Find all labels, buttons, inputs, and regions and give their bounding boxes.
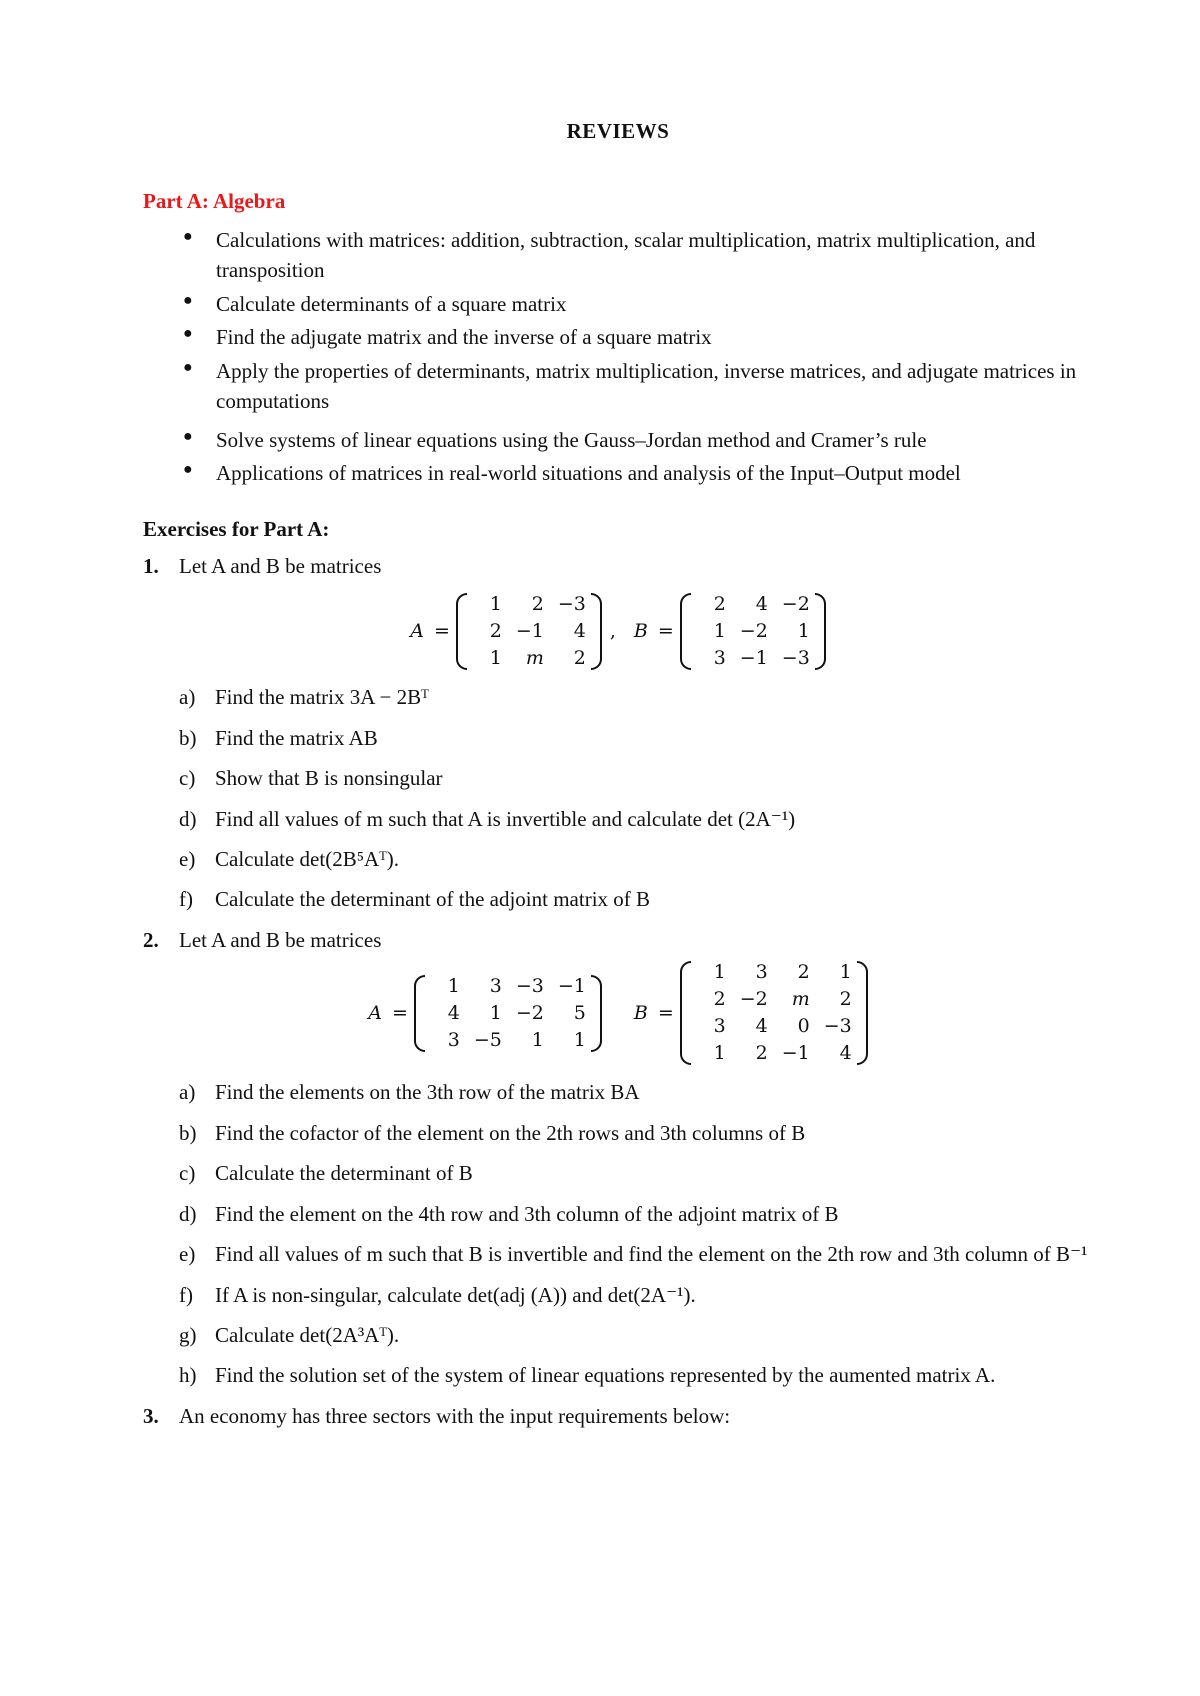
topic-item: ● Find the adjugate matrix and the inverse of a square matrix: [143, 322, 1093, 352]
sub-text: Find the matrix AB: [215, 725, 378, 750]
matrix-cell: −3: [781, 647, 810, 670]
matrix-cell: −3: [557, 593, 586, 616]
matrix-cell: 2: [713, 593, 726, 616]
matrix-cell: −5: [473, 1028, 502, 1051]
sub-label: h): [179, 1363, 197, 1388]
sub-text: Find the solution set of the system of linear equations represented by the aumented matrix A.: [215, 1363, 996, 1388]
sub-question: [179, 1239, 1093, 1269]
matrix-cell: 5: [573, 1001, 586, 1024]
matrix-cell: 3: [755, 961, 768, 984]
matrix-cell: 2: [797, 961, 810, 984]
matrix-cell: −1: [781, 1042, 810, 1065]
matrix-cell: 4: [573, 620, 586, 643]
part-a-heading: Part A: Algebra: [143, 189, 286, 214]
equals-sign: =: [433, 619, 450, 642]
sub-question: [179, 682, 1093, 712]
matrix-cell: 4: [839, 1042, 852, 1065]
exercise-intro: Let A and B be matrices: [179, 927, 382, 952]
sub-label: c): [179, 1161, 196, 1186]
matrix-b-group: [634, 591, 826, 672]
exercise-number: 1.: [143, 553, 159, 578]
exercise-2-items: [179, 1077, 1093, 1391]
matrix-cell: 2: [573, 647, 586, 670]
matrix-cell: −3: [515, 974, 544, 997]
matrix-a: [414, 973, 602, 1054]
sub-label: a): [179, 685, 196, 710]
sub-question: [179, 844, 1093, 874]
sub-question: [179, 1077, 1093, 1107]
topic-item: ● Solve systems of linear equations using the Gauss–Jordan method and Cramer’s rule: [143, 425, 1093, 455]
sub-question: [179, 884, 1093, 914]
exercise-3: [143, 1401, 1093, 1431]
page-title: REVIEWS: [566, 119, 670, 143]
sub-question: [179, 723, 1093, 753]
matrix-cell: 1: [447, 974, 460, 997]
exercise-1: [143, 551, 1093, 915]
matrix-name: A: [368, 1001, 382, 1024]
matrix-cell: −2: [515, 1001, 544, 1024]
sub-label: f): [179, 887, 193, 912]
matrix-cell: 1: [713, 1042, 726, 1065]
matrix-cell: −1: [557, 974, 586, 997]
matrix-cell: −3: [823, 1015, 852, 1038]
sub-question: [179, 1320, 1093, 1350]
matrix-cell: m: [525, 647, 544, 670]
matrix-cell: 2: [489, 620, 502, 643]
sub-label: a): [179, 1080, 196, 1105]
sub-question: [179, 1360, 1093, 1390]
sub-text: Find the element on the 4th row and 3th column of the adjoint matrix of B: [215, 1201, 839, 1226]
sub-text: Calculate det(2B⁵Aᵀ).: [215, 847, 400, 871]
matrix-a-group: [368, 973, 602, 1054]
sub-text: If A is non-singular, calculate det(adj (A)) and det(2A⁻¹).: [215, 1282, 696, 1307]
matrix-cell: 3: [489, 974, 502, 997]
matrix-cell: −2: [739, 988, 768, 1011]
matrix-pair: [143, 959, 1093, 1067]
sub-text: Calculate the determinant of the adjoint matrix of B: [215, 887, 651, 912]
sub-label: b): [179, 1120, 197, 1145]
topic-list: [143, 225, 1093, 489]
equals-sign: =: [391, 1001, 408, 1024]
matrix-b-group: [634, 959, 868, 1067]
sub-question: [179, 1118, 1093, 1148]
matrix-cell: 0: [797, 1015, 810, 1038]
matrix-cell: 2: [713, 988, 726, 1011]
matrix-cell: 1: [713, 620, 726, 643]
sub-text: Find the cofactor of the element on the 2th rows and 3th columns of B: [215, 1120, 806, 1145]
sub-label: g): [179, 1322, 197, 1347]
matrix-cell: 3: [713, 1015, 726, 1038]
exercise-intro: Let A and B be matrices: [179, 553, 382, 578]
matrix-cell: 1: [531, 1028, 544, 1051]
sub-question: [179, 804, 1093, 834]
sub-text: Find the matrix 3A − 2Bᵀ: [215, 685, 429, 710]
exercises-heading: Exercises for Part A:: [143, 517, 330, 542]
matrix-cell: 2: [839, 988, 852, 1011]
matrix-cell: 1: [573, 1028, 586, 1051]
document-content: [143, 116, 1093, 1431]
comma-separator: ,: [609, 619, 616, 642]
matrix-cell: 1: [489, 593, 502, 616]
sub-question: [179, 1158, 1093, 1188]
sub-text: Calculate det(2A³Aᵀ).: [215, 1322, 400, 1347]
matrix-cell: 1: [489, 647, 502, 670]
topic-item: ● Applications of matrices in real-world situations and analysis of the Input–Output model: [143, 458, 1093, 488]
sub-question: [179, 1199, 1093, 1229]
exercise-number: 3.: [143, 1403, 159, 1428]
topic-item: ● Calculations with matrices: addition, subtraction, scalar multiplication, matrix multiplication, and transposition: [143, 225, 1093, 286]
matrix-cell: −1: [515, 620, 544, 643]
matrix-a: [456, 591, 602, 672]
sub-label: c): [179, 766, 196, 791]
topic-item: ● Calculate determinants of a square matrix: [143, 289, 1093, 319]
sub-text: Calculate the determinant of B: [215, 1161, 473, 1186]
sub-label: d): [179, 806, 197, 831]
matrix-cell: 4: [755, 593, 768, 616]
sub-text: Find the elements on the 3th row of the matrix BA: [215, 1080, 640, 1105]
matrix-b: [680, 959, 868, 1067]
sub-text: Show that B is nonsingular: [215, 766, 443, 791]
sub-label: e): [179, 847, 196, 871]
topic-item: ● Apply the properties of determinants, matrix multiplication, inverse matrices, and adjugate matrices in computations: [143, 356, 1093, 417]
matrix-b: [680, 591, 826, 672]
sub-text: Find all values of m such that A is invertible and calculate det (2A⁻¹): [215, 806, 796, 831]
matrix-cell: 2: [531, 593, 544, 616]
matrix-cell: −2: [739, 620, 768, 643]
matrix-cell: m: [791, 988, 810, 1011]
sub-label: b): [179, 725, 197, 750]
matrix-cell: 2: [755, 1042, 768, 1065]
matrix-name: B: [633, 619, 648, 642]
matrix-cell: 4: [447, 1001, 460, 1024]
matrix-cell: 1: [839, 961, 852, 984]
matrix-cell: 1: [489, 1001, 502, 1024]
sub-label: d): [179, 1201, 197, 1226]
matrix-cell: 4: [755, 1015, 768, 1038]
matrix-a-group: [410, 591, 602, 672]
matrix-name: B: [633, 1001, 648, 1024]
matrix-pair: [143, 591, 1093, 672]
sub-question: [179, 763, 1093, 793]
matrix-name: A: [410, 619, 424, 642]
equals-sign: =: [657, 1001, 674, 1024]
exercise-text: An economy has three sectors with the input requirements below:: [179, 1403, 731, 1428]
exercise-2: [143, 925, 1093, 1391]
exercise-1-items: [179, 682, 1093, 915]
matrix-cell: −1: [739, 647, 768, 670]
matrix-cell: 3: [713, 647, 726, 670]
matrix-cell: 3: [447, 1028, 460, 1051]
sub-label: f): [179, 1282, 193, 1307]
sub-question: [179, 1280, 1093, 1310]
matrix-cell: −2: [781, 593, 810, 616]
matrix-cell: 1: [797, 620, 810, 643]
exercise-number: 2.: [143, 927, 159, 952]
sub-text: Find all values of m such that B is invertible and find the element on the 2th row and 3th column of B⁻¹: [215, 1242, 1088, 1267]
sub-label: e): [179, 1242, 196, 1267]
matrix-cell: 1: [713, 961, 726, 984]
equals-sign: =: [657, 619, 674, 642]
